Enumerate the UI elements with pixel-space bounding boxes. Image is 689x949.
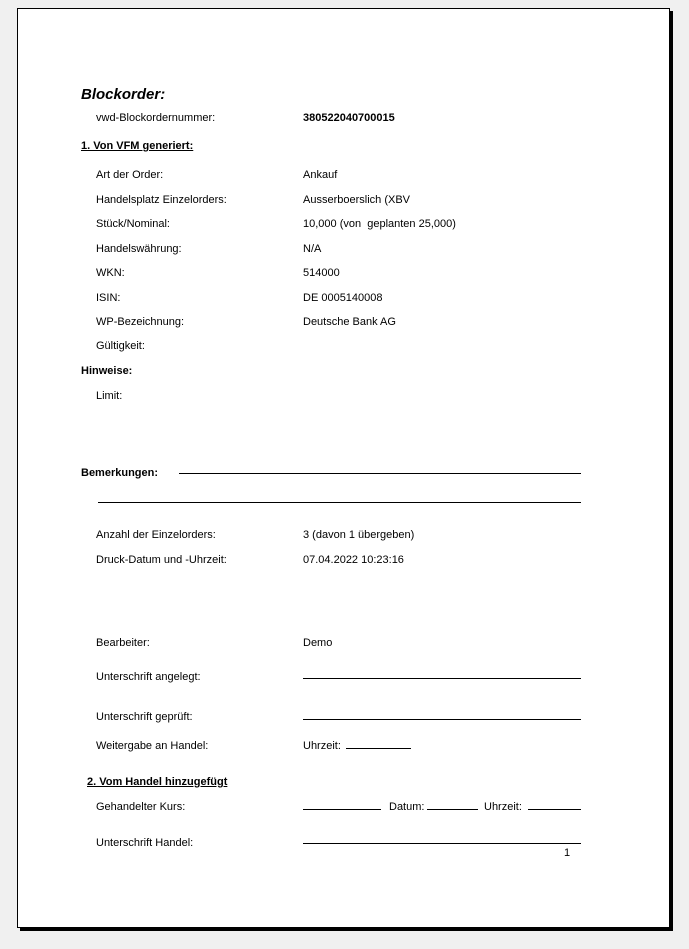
gehandelter-kurs-label: Gehandelter Kurs: xyxy=(96,801,186,813)
unterschrift-angelegt-line xyxy=(303,678,581,679)
field-value-handelsplatz: Ausserboerslich (XBV xyxy=(303,194,410,206)
field-label-art-der-order: Art der Order: xyxy=(96,169,164,181)
field-value-stueck-nominal: 10,000 (von geplanten 25,000) xyxy=(303,218,456,230)
section1-heading: 1. Von VFM generiert: xyxy=(81,140,194,152)
order-number-value: 380522040700015 xyxy=(303,112,395,124)
druck-datum-label: Druck-Datum und -Uhrzeit: xyxy=(96,554,227,566)
bemerkungen-line-1 xyxy=(179,473,581,474)
kurs-uhrzeit-label: Uhrzeit: xyxy=(484,801,522,813)
document-title: Blockorder: xyxy=(81,86,166,103)
weitergabe-uhrzeit-line xyxy=(346,748,411,749)
kurs-datum-label: Datum: xyxy=(389,801,425,813)
anzahl-label: Anzahl der Einzelorders: xyxy=(96,529,216,541)
weitergabe-label: Weitergabe an Handel: xyxy=(96,740,209,752)
unterschrift-angelegt-label: Unterschrift angelegt: xyxy=(96,671,201,683)
document-page xyxy=(17,8,670,928)
limit-label: Limit: xyxy=(96,390,123,402)
field-label-wp-bezeichnung: WP-Bezeichnung: xyxy=(96,316,185,328)
weitergabe-uhrzeit-label: Uhrzeit: xyxy=(303,740,341,752)
field-value-isin: DE 0005140008 xyxy=(303,292,383,304)
field-label-handelsplatz: Handelsplatz Einzelorders: xyxy=(96,194,227,206)
kurs-uhrzeit-line xyxy=(528,809,581,810)
unterschrift-geprueft-line xyxy=(303,719,581,720)
bemerkungen-label: Bemerkungen: xyxy=(81,467,159,479)
kurs-line xyxy=(303,809,381,810)
field-value-handelswaehrung: N/A xyxy=(303,243,322,255)
page-number: 1 xyxy=(564,847,571,859)
unterschrift-geprueft-label: Unterschrift geprüft: xyxy=(96,711,193,723)
unterschrift-handel-label: Unterschrift Handel: xyxy=(96,837,194,849)
hinweise-label: Hinweise: xyxy=(81,365,133,377)
kurs-datum-line xyxy=(427,809,478,810)
field-label-gueltigkeit: Gültigkeit: xyxy=(96,340,145,352)
unterschrift-handel-line xyxy=(303,843,581,844)
field-label-stueck-nominal: Stück/Nominal: xyxy=(96,218,170,230)
druck-datum-value: 07.04.2022 10:23:16 xyxy=(303,554,404,566)
field-label-isin: ISIN: xyxy=(96,292,121,304)
bearbeiter-value: Demo xyxy=(303,637,333,649)
order-number-label: vwd-Blockordernummer: xyxy=(96,112,216,124)
field-label-wkn: WKN: xyxy=(96,267,125,279)
field-label-handelswaehrung: Handelswährung: xyxy=(96,243,182,255)
anzahl-value: 3 (davon 1 übergeben) xyxy=(303,529,415,541)
field-value-wkn: 514000 xyxy=(303,267,340,279)
bemerkungen-line-2 xyxy=(98,502,581,503)
field-value-wp-bezeichnung: Deutsche Bank AG xyxy=(303,316,396,328)
section2-heading: 2. Vom Handel hinzugefügt xyxy=(87,776,228,788)
bearbeiter-label: Bearbeiter: xyxy=(96,637,150,649)
field-value-art-der-order: Ankauf xyxy=(303,169,338,181)
